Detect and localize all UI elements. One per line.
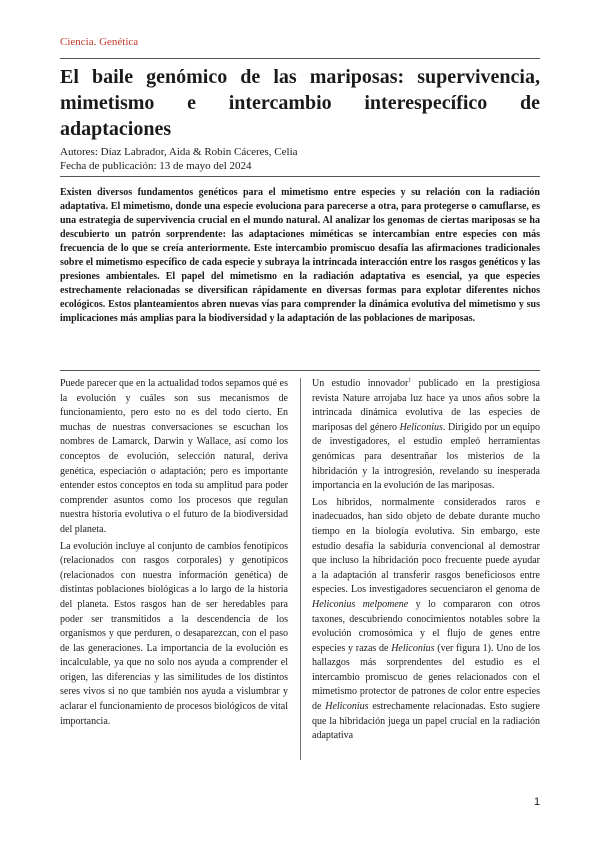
header-rule [60, 58, 540, 59]
article-authors: Autores: Díaz Labrador, Aida & Robin Cáceres, Celia [60, 146, 298, 158]
body-paragraph: Los híbridos, normalmente considerados raros e inadecuados, han sido objeto de debate durante mucho tiempo en la biología evolutiva. Sin embargo, este estudio desafía la sabiduría convencional al demostrar que incluso la hibridación poco frecuente puede ayudar a la adaptación al transferir rasgos beneficiosos entre especies. Los investigadores secuenciaron el genoma de Heliconius melpomene y lo compararon con otros taxones, descubriendo conocimientos notables sobre la evolución cromosómica y el flujo de genes entre especies y razas de Heliconius (ver figura 1). Uno de los hallazgos más sorprendentes del estudio es el intercambio promiscuo de genes relacionados con el mimetismo protector de patrones de color entre especies de Heliconius estrechamente relacionadas. Esto sugiere que la hibridación juega un papel crucial en la radiación adaptativa [312, 496, 540, 742]
genus-name: Heliconius [399, 421, 443, 433]
body-column-right [312, 377, 540, 746]
body-paragraph: Puede parecer que en la actualidad todos sepamos qué es la evolución y cuáles son sus mecanismos de funcionamiento, pero esto no es del todo cierto. En muchas de nuestras conversaciones se escuchan los nombres de Lamarck, Darwin y Wallace, así como los conceptos de evolución, selección natural, deriva genética, especiación o adaptación; pero es importante entender estos conceptos en toda su amplitud para poder comprender asuntos como los procesos que regulan nuestra historia evolutiva o el futuro de la biodiversidad del planeta. [60, 378, 288, 535]
section-label: Ciencia. Genética [60, 36, 139, 48]
body-column-left [60, 377, 288, 731]
article-abstract: Existen diversos fundamentos genéticos para el mimetismo entre especies y su relación con la radiación adaptativa. El mimetismo, donde una especie evoluciona para parecerse a otra, para protegerse o camuflarse, es una estrategia de supervivencia crucial en el mundo natural. Al analizar los genomas de ciertas mariposas se ha descubierto un patrón sorprendente: las adaptaciones miméticas se intercambian entre especies con más frecuencia de lo que se creía anteriormente. Este intercambio promiscuo desafía las afirmaciones tradicionales sobre el mimetismo específico de cada especie y subraya la intrincada interacción entre los rasgos genéticos y las presiones ambientales. El papel del mimetismo en la radiación adaptativa es esencial, ya que especies estrechamente relacionadas se diversifican rápidamente en diversas formas para explotar diferentes nichos ecológicos. Estos planteamientos abren nuevas vías para comprender la dinámica evolutiva del mimetismo y sus implicaciones más amplias para la biodiversidad y la adaptación de las poblaciones de mariposas. [60, 187, 540, 324]
body-paragraph: La evolución incluye al conjunto de cambios fenotípicos (relacionados con rasgos corporales) y genotípicos (relacionados con nuestra información genética) de distintas poblaciones biológicas a lo largo de la historia del planeta. Estos rasgos han de ser heredables para poder ser transmitidos a la descendencia de los organismos y que perduren, o desaparezcan, con el paso de las generaciones. La importancia de la evolución es incalculable, ya que no solo nos ayuda a comprender el origen, las diferencias y las similitudes de los distintos seres vivos si no que también nos ayuda a vislumbrar y aclarar el funcionamiento de procesos biológicos de vital importancia. [60, 540, 288, 727]
genus-name: Heliconius [325, 701, 369, 713]
article-title: El baile genómico de las mariposas: supervivencia, mimetismo e intercambio interespecífico de adaptaciones [60, 66, 540, 140]
column-divider [300, 378, 301, 760]
abstract-top-rule [60, 176, 540, 177]
publication-date: Fecha de publicación: 13 de mayo del 2024 [60, 160, 252, 172]
body-paragraph: Un estudio innovador$^1$ publicado en la prestigiosa revista Nature arrojaba luz hace ya unos años sobre la intrincada dinámica evolutiva de las especies de mariposas del género Heliconius. Dirigido por un equipo de investigadores, el estudio empleó herramientas genómicas para desentrañar los misterios de la hibridación y la introgresión, revelando su inesperada importancia en la evolución de las mariposas. [312, 377, 540, 492]
page-number: 1 [534, 796, 541, 808]
abstract-bottom-rule [60, 370, 540, 371]
species-name: Heliconius melpomene [312, 598, 409, 610]
genus-name: Heliconius [391, 642, 435, 654]
footnote-marker[interactable]: 1 [408, 377, 412, 384]
